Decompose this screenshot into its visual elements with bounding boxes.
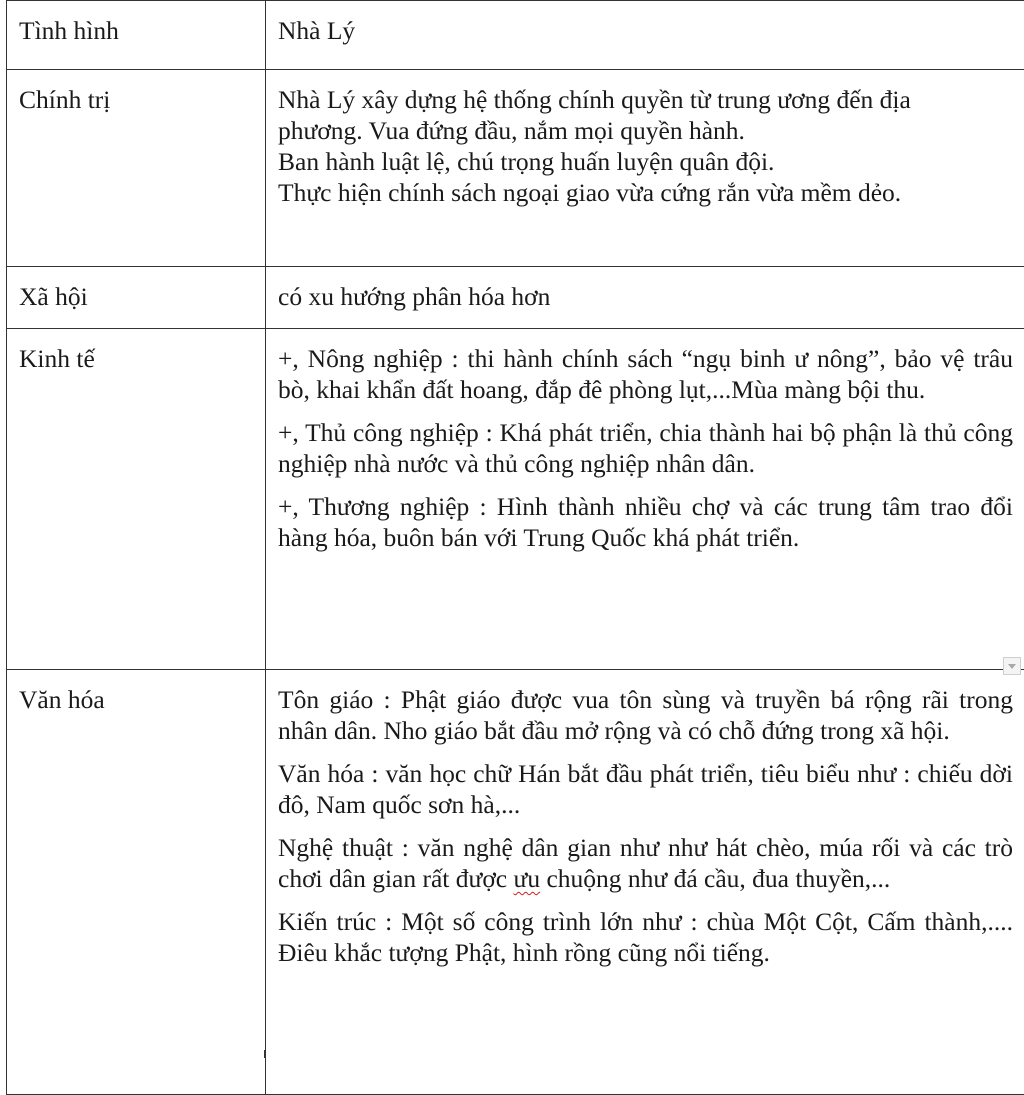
- text-cursor: [264, 1050, 266, 1058]
- culture-label-cell[interactable]: Văn hóa: [7, 670, 266, 1095]
- society-content-cell[interactable]: có xu hướng phân hóa hơn: [266, 267, 1024, 329]
- politics-content-cell[interactable]: [266, 70, 1024, 267]
- header-content-cell[interactable]: Nhà Lý: [266, 1, 1024, 70]
- culture-literature-paragraph: Văn hóa : văn học chữ Hán bắt đầu phát triển, tiêu biểu như : chiếu dời đô, Nam quốc sơn hà,...: [278, 758, 1024, 820]
- spellcheck-flagged-word[interactable]: ưu: [514, 864, 541, 893]
- table-row-politics: [7, 70, 1024, 267]
- table-row-economy: [7, 329, 1024, 670]
- header-label-cell[interactable]: Tình hình: [7, 1, 266, 70]
- politics-label-cell[interactable]: Chính trị: [7, 70, 266, 267]
- culture-religion-paragraph: Tôn giáo : Phật giáo được vua tôn sùng và truyền bá rộng rãi trong nhân dân. Nho giáo bắt đầu mở rộng và có chỗ đứng trong xã hội.: [278, 684, 1024, 746]
- politics-line: phương. Vua đứng đầu, nắm mọi quyền hành.: [278, 115, 1024, 146]
- culture-art-paragraph: [278, 832, 1024, 894]
- politics-line: Thực hiện chính sách ngoại giao vừa cứng rắn vừa mềm dẻo.: [278, 177, 1024, 208]
- culture-architecture-paragraph: Kiến trúc : Một số công trình lớn như : chùa Một Cột, Cấm thành,.... Điêu khắc tượng Phật, hình rồng cũng nổi tiếng.: [278, 906, 1024, 968]
- economy-handicraft-paragraph: +, Thủ công nghiệp : Khá phát triển, chia thành hai bộ phận là thủ công nghiệp nhà nước và thủ công nghiệp nhân dân.: [278, 417, 1024, 479]
- history-table: [6, 0, 1024, 1095]
- art-text-start: Nghệ thuật : văn nghệ dân gian như như hát chèo, múa rối và các trò chơi dân gian rất được: [278, 833, 1013, 893]
- economy-label-cell[interactable]: Kinh tế: [7, 329, 266, 670]
- table-row-culture: [7, 670, 1024, 1095]
- table-row-header: [7, 1, 1024, 70]
- society-label-cell[interactable]: Xã hội: [7, 267, 266, 329]
- economy-commerce-paragraph: +, Thương nghiệp : Hình thành nhiều chợ và các trung tâm trao đổi hàng hóa, buôn bán với Trung Quốc khá phát triển.: [278, 491, 1024, 553]
- art-text-end: chuộng như đá cầu, đua thuyền,...: [540, 864, 890, 893]
- chevron-down-icon[interactable]: [1003, 657, 1021, 675]
- economy-content-cell[interactable]: [266, 329, 1024, 670]
- politics-line: Nhà Lý xây dựng hệ thống chính quyền từ trung ương đến địa: [278, 84, 1024, 115]
- economy-agriculture-paragraph: +, Nông nghiệp : thi hành chính sách “ngụ binh ư nông”, bảo vệ trâu bò, khai khẩn đất hoang, đắp đê phòng lụt,...Mùa màng bội thu.: [278, 343, 1024, 405]
- table-row-society: [7, 267, 1024, 329]
- culture-content-cell[interactable]: [266, 670, 1024, 1095]
- politics-line: Ban hành luật lệ, chú trọng huấn luyện quân đội.: [278, 146, 1024, 177]
